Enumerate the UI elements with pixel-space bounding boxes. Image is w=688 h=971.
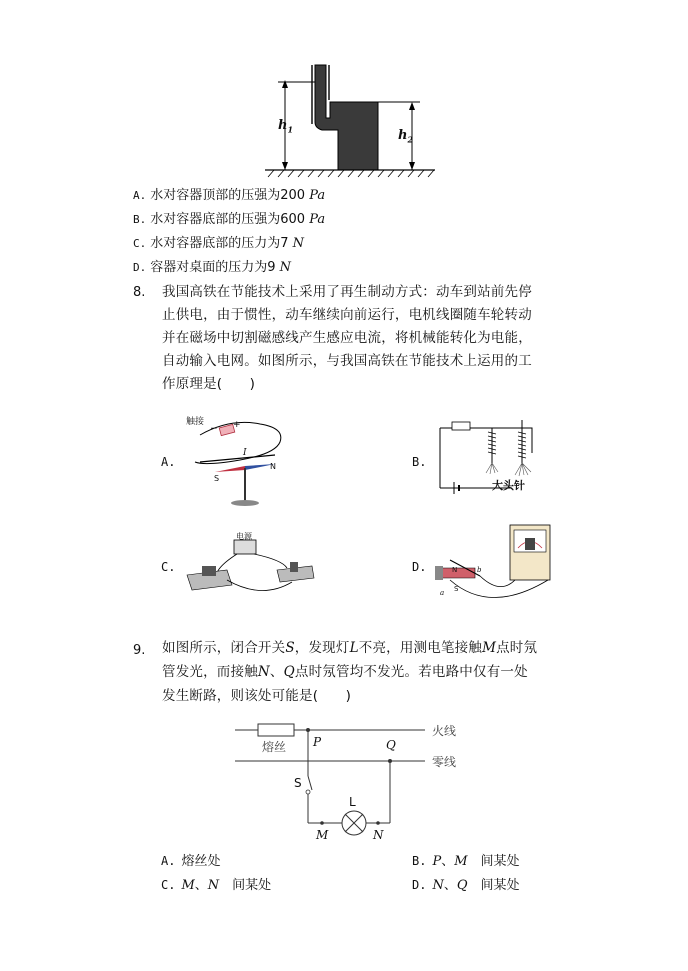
fig-a-s: S <box>214 474 220 483</box>
q8-line-5: 作原理是( ) <box>162 376 256 392</box>
fig-a-touch-label: 触接 <box>186 417 205 427</box>
point-m-label: M <box>316 828 329 842</box>
fig-a-n: N <box>270 462 276 471</box>
h1-label: $h_1$ <box>278 118 294 135</box>
q8-choice-d[interactable]: D. <box>412 560 427 574</box>
fig-c-motor <box>182 530 332 600</box>
q7-option-d[interactable]: D. 容器对桌面的压力为9 N <box>133 260 292 275</box>
switch-s-label: S <box>294 776 302 790</box>
q8-line-3: 并在磁场中切割磁感线产生感应电流，将机械能转化为电能， <box>162 330 532 346</box>
q8-choice-c[interactable]: C. <box>161 560 176 574</box>
q8-choice-b[interactable]: B. <box>412 455 427 469</box>
fig-d-s: S <box>454 585 459 593</box>
q9-answer-d[interactable]: D. N、Q 间某处 <box>412 878 520 893</box>
q9-line-3: 发生断路，则该处可能是( ) <box>162 688 352 704</box>
q8-line-4: 自动输入电网。如图所示，与我国高铁在节能技术上运用的工 <box>162 353 532 369</box>
q9-line-2: 管发光，而接触N、Q点时氖管均不发光。若电路中仅有一处 <box>162 664 528 680</box>
fig-b-electromagnet <box>432 418 542 498</box>
fig-c-box-label: 电源 <box>236 532 252 541</box>
q8-line-2: 止供电，由于惯性，动车继续向前运行，电机线圈随车轮转动 <box>162 307 532 323</box>
fig-d-n: N <box>452 566 458 574</box>
fig-d-b: b <box>477 566 482 574</box>
q7-option-a[interactable]: A. 水对容器顶部的压强为200 Pa <box>133 188 326 203</box>
q8-line-1: 我国高铁在节能技术上采用了再生制动方式：动车到站前先停 <box>162 284 532 300</box>
lamp-l-label: L <box>349 795 356 809</box>
point-q-label: Q <box>386 738 396 752</box>
fig-b-caption: 大头针 <box>492 479 525 492</box>
q9-line-1: 如图所示，闭合开关S，发现灯L不亮，用测电笔接触M点时氖 <box>162 640 538 656</box>
q9-answer-a[interactable]: A. 熔丝处 <box>161 854 221 869</box>
fig-a-plus: + <box>233 420 241 430</box>
q8-number: 8. <box>133 285 146 300</box>
q9-number: 9. <box>133 643 146 658</box>
point-p-label: P <box>313 735 322 749</box>
live-wire-label: 火线 <box>432 724 457 738</box>
fig-d-generator <box>430 520 560 610</box>
point-n-label: N <box>373 828 384 842</box>
fig-a-current: I <box>243 448 247 458</box>
fig-a-minus: − <box>210 424 218 434</box>
fuse-label: 熔丝 <box>262 740 287 754</box>
q9-answer-b[interactable]: B. P、M 间某处 <box>412 854 520 869</box>
fig-d-a: a <box>440 589 445 597</box>
h2-label: $h_2$ <box>398 128 414 145</box>
q7-option-c[interactable]: C. 水对容器底部的压力为7 N <box>133 236 305 251</box>
q8-choice-a[interactable]: A. <box>161 455 176 469</box>
q9-answer-c[interactable]: C. M、N 间某处 <box>161 878 272 893</box>
neutral-wire-label: 零线 <box>432 755 457 769</box>
q7-option-b[interactable]: B. 水对容器底部的压强为600 Pa <box>133 212 326 227</box>
